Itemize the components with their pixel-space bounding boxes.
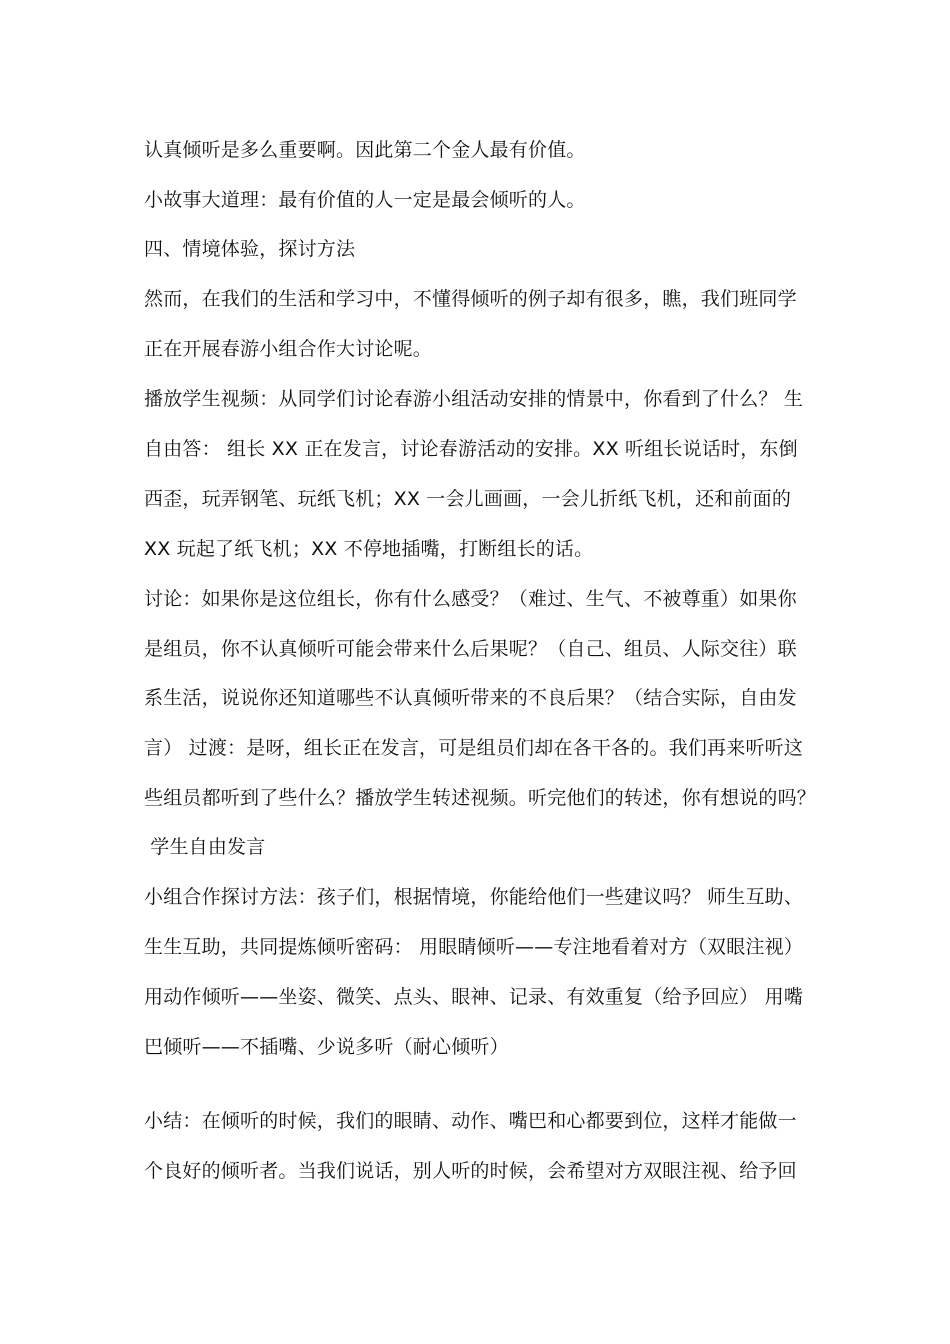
text-line: 小故事大道理：最有价值的人一定是最会倾听的人。 (144, 189, 586, 211)
text-line: 用动作倾听——坐姿、微笑、点头、眼神、记录、有效重复（给予回应） 用嘴 (144, 986, 804, 1008)
text-line: 巴倾听——不插嘴、少说多听（耐心倾听） (144, 1036, 509, 1058)
text-line: 讨论：如果你是这位组长，你有什么感受？（难过、生气、不被尊重）如果你 (144, 588, 797, 610)
text-line: 西歪，玩弄钢笔、玩纸飞机；XX 一会儿画画，一会儿折纸飞机，还和前面的 (144, 488, 792, 510)
text-line: 小组合作探讨方法：孩子们，根据情境，你能给他们一些建议吗？ 师生互助、 (144, 886, 804, 908)
text-line: 正在开展春游小组合作大讨论呢。 (144, 338, 433, 360)
section-heading: 四、情境体验，探讨方法 (144, 238, 356, 260)
text-line: 系生活，说说你还知道哪些不认真倾听带来的不良后果？（结合实际，自由发 (144, 687, 797, 709)
text-line: 些组员都听到了些什么？播放学生转述视频。听完他们的转述，你有想说的吗？ (144, 787, 817, 809)
text-line: 是组员，你不认真倾听可能会带来什么后果呢？（自己、组员、人际交往）联 (144, 638, 797, 660)
text-line: 言） 过渡：是呀，组长正在发言，可是组员们却在各干各的。我们再来听听这 (144, 737, 804, 759)
text-line: 自由答： 组长 XX 正在发言，讨论春游活动的安排。XX 听组长说话时，东倒 (144, 438, 798, 460)
text-line: 然而，在我们的生活和学习中，不懂得倾听的例子却有很多，瞧，我们班同学 (144, 288, 797, 310)
text-line: 播放学生视频：从同学们讨论春游小组活动安排的情景中，你看到了什么？ 生 (144, 388, 804, 410)
text-line: 生生互助，共同提炼倾听密码： 用眼睛倾听——专注地看着对方（双眼注视） (144, 936, 804, 958)
text-line: XX 玩起了纸飞机；XX 不停地插嘴，打断组长的话。 (144, 538, 594, 560)
text-line: 个良好的倾听者。当我们说话，别人听的时候，会希望对方双眼注视、给予回 (144, 1160, 797, 1182)
text-line: 学生自由发言 (144, 836, 266, 858)
text-line: 小结：在倾听的时候，我们的眼睛、动作、嘴巴和心都要到位，这样才能做一 (144, 1110, 797, 1132)
text-line: 认真倾听是多么重要啊。因此第二个金人最有价值。 (144, 139, 586, 161)
